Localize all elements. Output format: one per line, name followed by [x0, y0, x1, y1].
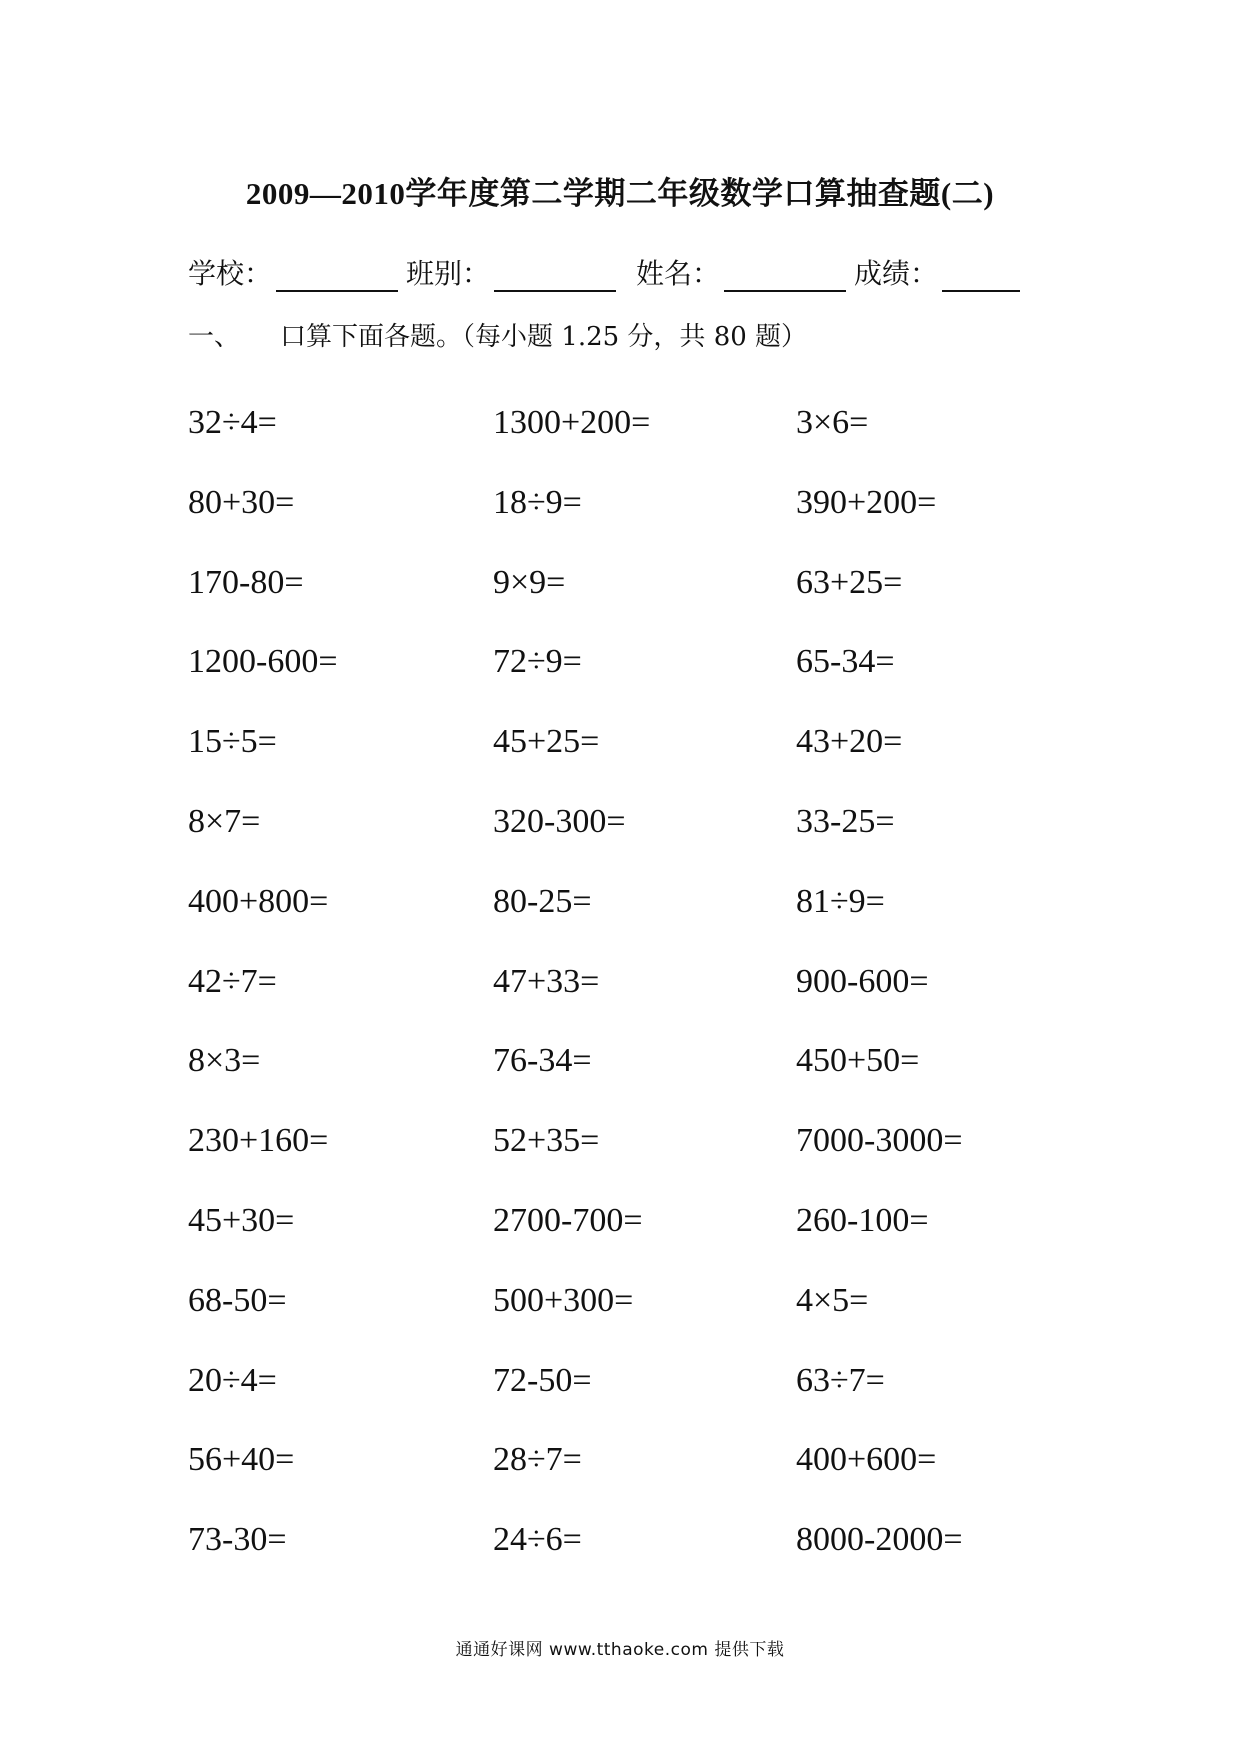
problem-item: 2700-700= [493, 1201, 643, 1239]
problem-item: 28÷7= [493, 1441, 582, 1479]
section-heading [188, 316, 807, 353]
problem-item: 8000-2000= [796, 1521, 963, 1559]
page-title: 2009—2010学年度第二学期二年级数学口算抽查题(二) [245, 176, 995, 211]
class-field [406, 252, 616, 292]
problem-item: 20÷4= [188, 1361, 277, 1399]
problem-item: 45+25= [493, 723, 600, 761]
school-field [188, 252, 398, 292]
problem-row [188, 803, 1048, 883]
problem-item: 56+40= [188, 1441, 295, 1479]
problem-item: 18÷9= [493, 483, 582, 521]
section-number: 一、 [188, 322, 241, 352]
problem-item: 8×3= [188, 1042, 261, 1080]
problem-row [188, 1202, 1048, 1282]
problem-item: 320-300= [493, 802, 626, 840]
problem-row [188, 1362, 1048, 1442]
problem-item: 400+600= [796, 1441, 937, 1479]
problem-item: 43+20= [796, 723, 903, 761]
problem-item: 76-34= [493, 1042, 592, 1080]
problem-item: 9×9= [493, 563, 566, 601]
problem-item: 24÷6= [493, 1521, 582, 1559]
problem-item: 400+800= [188, 882, 329, 920]
section-instructions: 口算下面各题。（每小题 1.25 分，共 80 题） [280, 322, 808, 352]
problem-grid [188, 404, 1048, 1601]
problem-item: 52+35= [493, 1122, 600, 1160]
problem-item: 230+160= [188, 1122, 329, 1160]
problem-row [188, 643, 1048, 723]
problem-item: 63+25= [796, 563, 903, 601]
school-label: 学校： [188, 257, 273, 290]
problem-row [188, 404, 1048, 484]
problem-item: 8×7= [188, 802, 261, 840]
problem-item: 170-80= [188, 563, 304, 601]
problem-item: 33-25= [796, 802, 895, 840]
score-field [854, 252, 1020, 292]
problem-item: 80-25= [493, 882, 592, 920]
problem-item: 15÷5= [188, 723, 277, 761]
problem-row [188, 1521, 1048, 1601]
problem-item: 500+300= [493, 1281, 634, 1319]
problem-item: 72-50= [493, 1361, 592, 1399]
problem-row [188, 1122, 1048, 1202]
problem-item: 73-30= [188, 1521, 287, 1559]
problem-item: 65-34= [796, 643, 895, 681]
footer-text: 通通好课网 www.tthaoke.com 提供下载 [455, 1640, 785, 1660]
problem-item: 390+200= [796, 483, 937, 521]
problem-row [188, 1042, 1048, 1122]
problem-row [188, 564, 1048, 644]
problem-item: 4×5= [796, 1281, 869, 1319]
problem-row [188, 1441, 1048, 1521]
problem-item: 1300+200= [493, 404, 651, 441]
problem-item: 450+50= [796, 1042, 920, 1080]
problem-row [188, 963, 1048, 1043]
problem-item: 1200-600= [188, 643, 338, 681]
problem-item: 63÷7= [796, 1361, 885, 1399]
problem-item: 7000-3000= [796, 1122, 963, 1160]
name-field [636, 252, 846, 292]
problem-row [188, 1282, 1048, 1362]
problem-item: 3×6= [796, 404, 869, 441]
problem-item: 45+30= [188, 1201, 295, 1239]
problem-item: 32÷4= [188, 404, 277, 441]
problem-row [188, 723, 1048, 803]
student-info-row [188, 252, 1048, 296]
problem-item: 68-50= [188, 1281, 287, 1319]
problem-row [188, 484, 1048, 564]
problem-item: 81÷9= [796, 882, 885, 920]
problem-item: 260-100= [796, 1201, 929, 1239]
problem-item: 42÷7= [188, 962, 277, 1000]
class-label: 班别： [406, 257, 491, 290]
problem-item: 72÷9= [493, 643, 582, 681]
name-label: 姓名： [636, 257, 721, 290]
score-label: 成绩： [854, 257, 939, 290]
problem-item: 900-600= [796, 962, 929, 1000]
name-blank[interactable] [724, 262, 846, 292]
class-blank[interactable] [494, 262, 616, 292]
problem-row [188, 883, 1048, 963]
school-blank[interactable] [276, 262, 398, 292]
score-blank[interactable] [942, 262, 1020, 292]
problem-item: 80+30= [188, 483, 295, 521]
problem-item: 47+33= [493, 962, 600, 1000]
